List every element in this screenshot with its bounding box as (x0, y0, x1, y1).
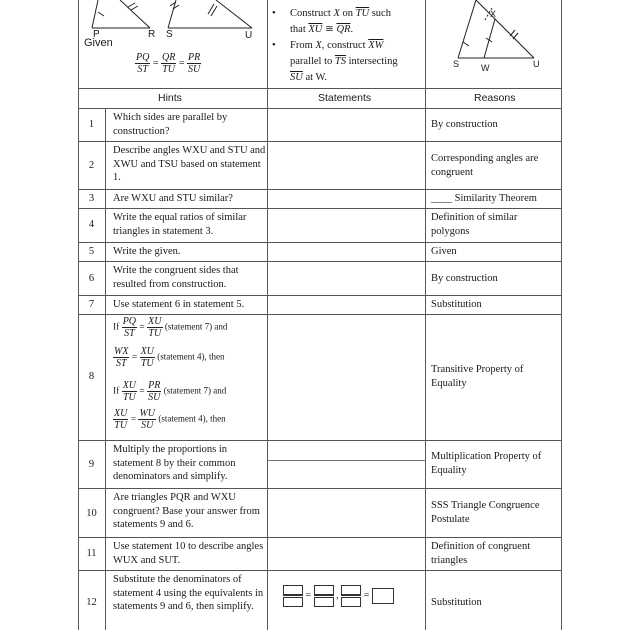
row-hint: Which sides are parallel by construction? (113, 112, 228, 137)
given-label: Given (84, 37, 113, 49)
frac-den: TU (148, 328, 162, 339)
text: (statement 4), then (157, 351, 225, 362)
eq-sign: = (139, 322, 145, 333)
row-number: 12 (86, 597, 97, 608)
segment-ts: $\overline{TS}$ (334, 56, 346, 67)
point-x: X (333, 8, 340, 19)
row-hint: Use statement 10 to describe angles WUX and SUT. (113, 541, 264, 566)
segment-qr: $\overline{QR}$ (336, 24, 351, 35)
row-reason: Multiplication Property of Equality (431, 451, 542, 476)
vertex-label-s2: S (453, 59, 460, 69)
construction-steps: • Construct X on $\overline{TU}$ such that $\overline{XU}$ ≅ $\overline{QR}$. • From X, construct $\overline{XW}$ parallel to $\overline{TS}$ intersecting $\overline{SU}$ at W. (272, 8, 398, 83)
row-hint: Write the equal ratios of similar triangles in statement 3. (113, 212, 247, 237)
vertex-label-x: X (490, 9, 497, 19)
row-hint: Are WXU and STU similar? (113, 193, 233, 204)
row-8-hint (113, 316, 273, 436)
ratio-c-num: PR (187, 52, 201, 63)
eq-sign: = (131, 352, 138, 363)
row-hint: Write the congruent sides that resulted from construction. (113, 265, 239, 290)
row-number: 1 (88, 119, 95, 130)
text: (statement 4), then (158, 413, 226, 424)
text: such (371, 8, 391, 19)
eq-sign: = (363, 589, 370, 601)
row-number: 7 (88, 299, 95, 310)
vertex-label-s: S (166, 29, 173, 40)
frac-num: PQ (122, 316, 137, 327)
text: construct (327, 40, 366, 51)
text: (statement 7) and (164, 321, 228, 332)
row-number: 3 (88, 193, 95, 204)
eq-sign: = (130, 414, 137, 425)
text: parallel to (290, 56, 333, 67)
row-reason: Substitution (431, 597, 482, 608)
point-x: X, (315, 40, 325, 51)
row-reason: Given (431, 246, 457, 257)
ratio-c-den: SU (187, 64, 201, 75)
ratio-a-num: PQ (136, 52, 150, 63)
congruent-sign: ≅ (325, 24, 334, 35)
frac-num: XU (140, 346, 154, 357)
row-number: 11 (86, 548, 97, 559)
row-number: 6 (88, 273, 95, 284)
eq-sign: = (305, 589, 312, 601)
text: (statement 7) and (163, 385, 227, 396)
row-reason: Substitution (431, 299, 482, 310)
bullet: • (272, 40, 276, 51)
eq-sign: = (152, 57, 159, 69)
blank-box (283, 597, 303, 607)
row-number: 10 (86, 508, 97, 519)
text: Construct (290, 8, 331, 19)
text: on (342, 8, 354, 19)
frac-den: TU (122, 392, 136, 403)
blank-box (372, 588, 394, 604)
frac-num: WX (114, 346, 129, 357)
header-statements: Statements (318, 92, 372, 104)
text: that (290, 24, 306, 35)
frac-den: ST (124, 328, 135, 339)
frac-den: TU (114, 420, 128, 431)
segment-xw: $\overline{XW}$ (368, 40, 384, 51)
text: intersecting (348, 56, 398, 67)
row-reason: Definition of congruent triangles (431, 541, 531, 566)
frac-num: XU (122, 380, 137, 391)
row-reason: By construction (431, 273, 498, 284)
row-hint: Use statement 6 in statement 5. (113, 299, 245, 310)
frac-num: XU (148, 316, 162, 327)
given-ratio (135, 52, 201, 75)
text: If (113, 322, 120, 333)
row-reason: SSS Triangle Congruence Postulate (431, 500, 540, 525)
vertex-label-w: W (481, 63, 490, 73)
blank-box (283, 585, 303, 595)
text: If (113, 386, 120, 397)
frac-num: PR (148, 380, 161, 391)
vertex-label-r: R (148, 29, 156, 40)
row-number: 4 (88, 219, 95, 230)
ratio-b-num: QR (161, 52, 176, 63)
row-reason: Corresponding angles are congruent (431, 153, 539, 178)
frac-num: XU (114, 408, 128, 419)
text: From (290, 40, 313, 51)
row-number: 2 (88, 160, 95, 171)
row-hint: Are triangles PQR and WXU congruent? Base your answer from statements 9 and 6. (113, 492, 260, 530)
row-hint: Describe angles WXU and STU and XWU and TSU based on statement 1. (113, 145, 266, 183)
vertex-label-p: P (93, 29, 100, 40)
frac-den: ST (115, 358, 127, 369)
row-reason: By construction (431, 119, 498, 130)
blank-box (314, 585, 334, 595)
row-hint: Write the given. (113, 246, 181, 257)
frac-num: WU (139, 408, 156, 419)
segment-su: $\overline{SU}$ (290, 72, 303, 83)
blank-box (341, 597, 361, 607)
frac-den: TU (140, 358, 154, 369)
frac-den: SU (148, 392, 161, 403)
blank-box (314, 597, 334, 607)
segment-tu: $\overline{TU}$ (355, 8, 370, 19)
header-hints: Hints (158, 92, 182, 104)
row-hint: Substitute the denominators of statement 4 using the equivalents in statements 9 and 6, then simplify. (113, 574, 264, 612)
eq-sign: = (139, 386, 145, 397)
ratio-a-den: ST (137, 64, 148, 75)
bullet: • (272, 8, 276, 19)
row-number: 9 (88, 459, 95, 470)
header-reasons: Reasons (474, 92, 516, 104)
frac-den: SU (141, 420, 154, 431)
row-12-statement-template (283, 584, 423, 607)
row-reason: Definition of similar polygons (431, 212, 518, 237)
text: at W. (305, 72, 328, 83)
segment-xu: $\overline{XU}$ (308, 24, 323, 35)
ratio-b-den: TU (162, 64, 176, 75)
row-number: 8 (88, 371, 95, 382)
vertex-label-u: U (245, 30, 253, 41)
blank-box (341, 585, 361, 595)
row-hint: Multiply the proportions in statement 8 by their common denominators and simplify. (113, 444, 236, 482)
row-reason: Transitive Property of Equality (431, 364, 524, 389)
comma: , (336, 589, 339, 601)
vertex-label-u2: U (533, 59, 540, 69)
eq-sign: = (178, 57, 185, 69)
row-reason: ____ Similarity Theorem (431, 193, 537, 204)
row-number: 5 (88, 246, 95, 257)
